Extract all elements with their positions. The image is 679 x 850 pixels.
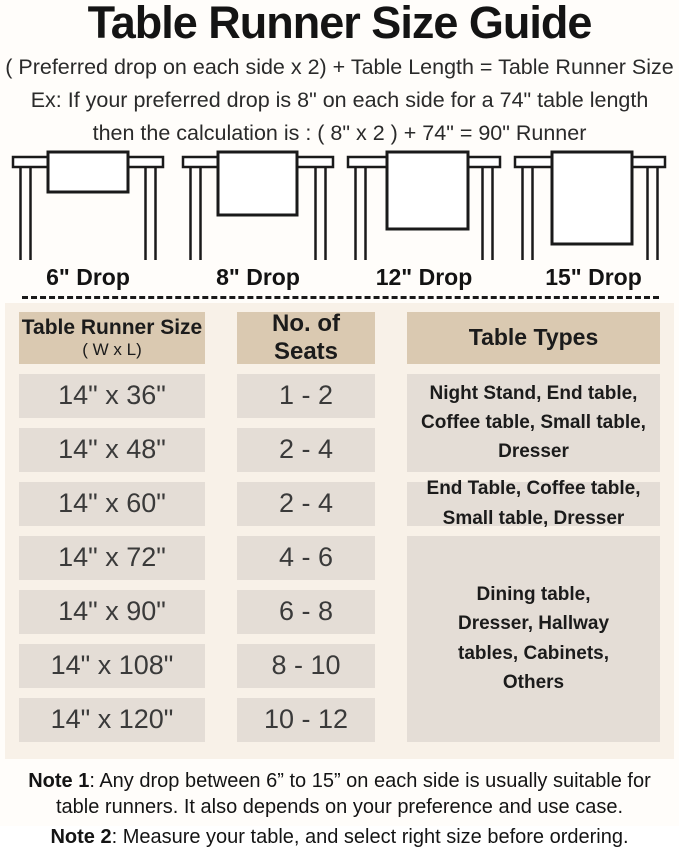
table-types-cell-small-tables: Night Stand, End table, Coffee table, Small table, Dresser bbox=[407, 374, 660, 472]
drop-labels-row bbox=[0, 263, 679, 293]
note-1 bbox=[14, 768, 666, 820]
size-table-panel bbox=[5, 303, 674, 759]
drop-label-15in: 15" Drop bbox=[545, 264, 642, 291]
dashed-divider bbox=[22, 296, 659, 299]
note-1-label: Note 1 bbox=[28, 769, 90, 792]
guide-header bbox=[0, 0, 679, 148]
column-header-seats: No. of Seats bbox=[237, 312, 375, 364]
note-1-text: : Any drop between 6” to 15” on each side is usually suitable for table runners. It also depends on your preference and use case. bbox=[55, 769, 651, 818]
runner-size-cell: 14" x 48" bbox=[19, 428, 205, 472]
note-2-label: Note 2 bbox=[50, 825, 112, 848]
table-illustration-6in-drop bbox=[13, 152, 163, 260]
runner-size-cell: 14" x 60" bbox=[19, 482, 205, 526]
runner-drape bbox=[218, 152, 297, 215]
footnotes bbox=[0, 759, 679, 850]
size-table bbox=[19, 309, 660, 742]
example-intro-text: Ex: If your preferred drop is 8" on each side for a 74" table length bbox=[30, 87, 649, 112]
runner-size-cell: 14" x 36" bbox=[19, 374, 205, 418]
drop-label-6in: 6" Drop bbox=[46, 264, 130, 291]
runner-drape bbox=[48, 152, 128, 192]
seats-cell: 2 - 4 bbox=[237, 428, 375, 472]
seats-cell: 1 - 2 bbox=[237, 374, 375, 418]
runner-size-cell: 14" x 72" bbox=[19, 536, 205, 580]
example-calculation-text: then the calculation is : ( 8" x 2 ) + 74" = 90" Runner bbox=[92, 120, 587, 145]
seats-cell: 2 - 4 bbox=[237, 482, 375, 526]
table-illustration-8in-drop bbox=[183, 152, 333, 260]
table-illustration-12in-drop bbox=[348, 152, 500, 260]
drop-diagram bbox=[0, 150, 679, 262]
drop-label-12in: 12" Drop bbox=[375, 264, 473, 291]
runner-drape bbox=[552, 152, 632, 244]
column-header-table-types: Table Types bbox=[407, 312, 660, 364]
seats-cell: 4 - 6 bbox=[237, 536, 375, 580]
drop-label-8in: 8" Drop bbox=[216, 264, 300, 291]
column-header-runner-size: Table Runner Size ( W x L) bbox=[19, 312, 205, 364]
note-2-text: : Measure your table, and select right size before ordering. bbox=[111, 825, 629, 848]
table-types-cell-medium-tables: End Table, Coffee table, Small table, Dresser bbox=[407, 482, 660, 526]
runner-drape bbox=[387, 152, 468, 229]
page-title: Table Runner Size Guide bbox=[87, 0, 592, 48]
runner-size-cell: 14" x 90" bbox=[19, 590, 205, 634]
table-illustration-15in-drop bbox=[515, 152, 665, 260]
note-2 bbox=[14, 824, 666, 850]
seats-cell: 8 - 10 bbox=[237, 644, 375, 688]
runner-size-cell: 14" x 108" bbox=[19, 644, 205, 688]
table-types-cell-large-tables: Dining table, Dresser, Hallway tables, Cabinets, Others bbox=[407, 536, 660, 742]
formula-text: ( Preferred drop on each side x 2) + Table Length = Table Runner Size bbox=[5, 54, 674, 79]
seats-cell: 10 - 12 bbox=[237, 698, 375, 742]
seats-cell: 6 - 8 bbox=[237, 590, 375, 634]
runner-size-cell: 14" x 120" bbox=[19, 698, 205, 742]
